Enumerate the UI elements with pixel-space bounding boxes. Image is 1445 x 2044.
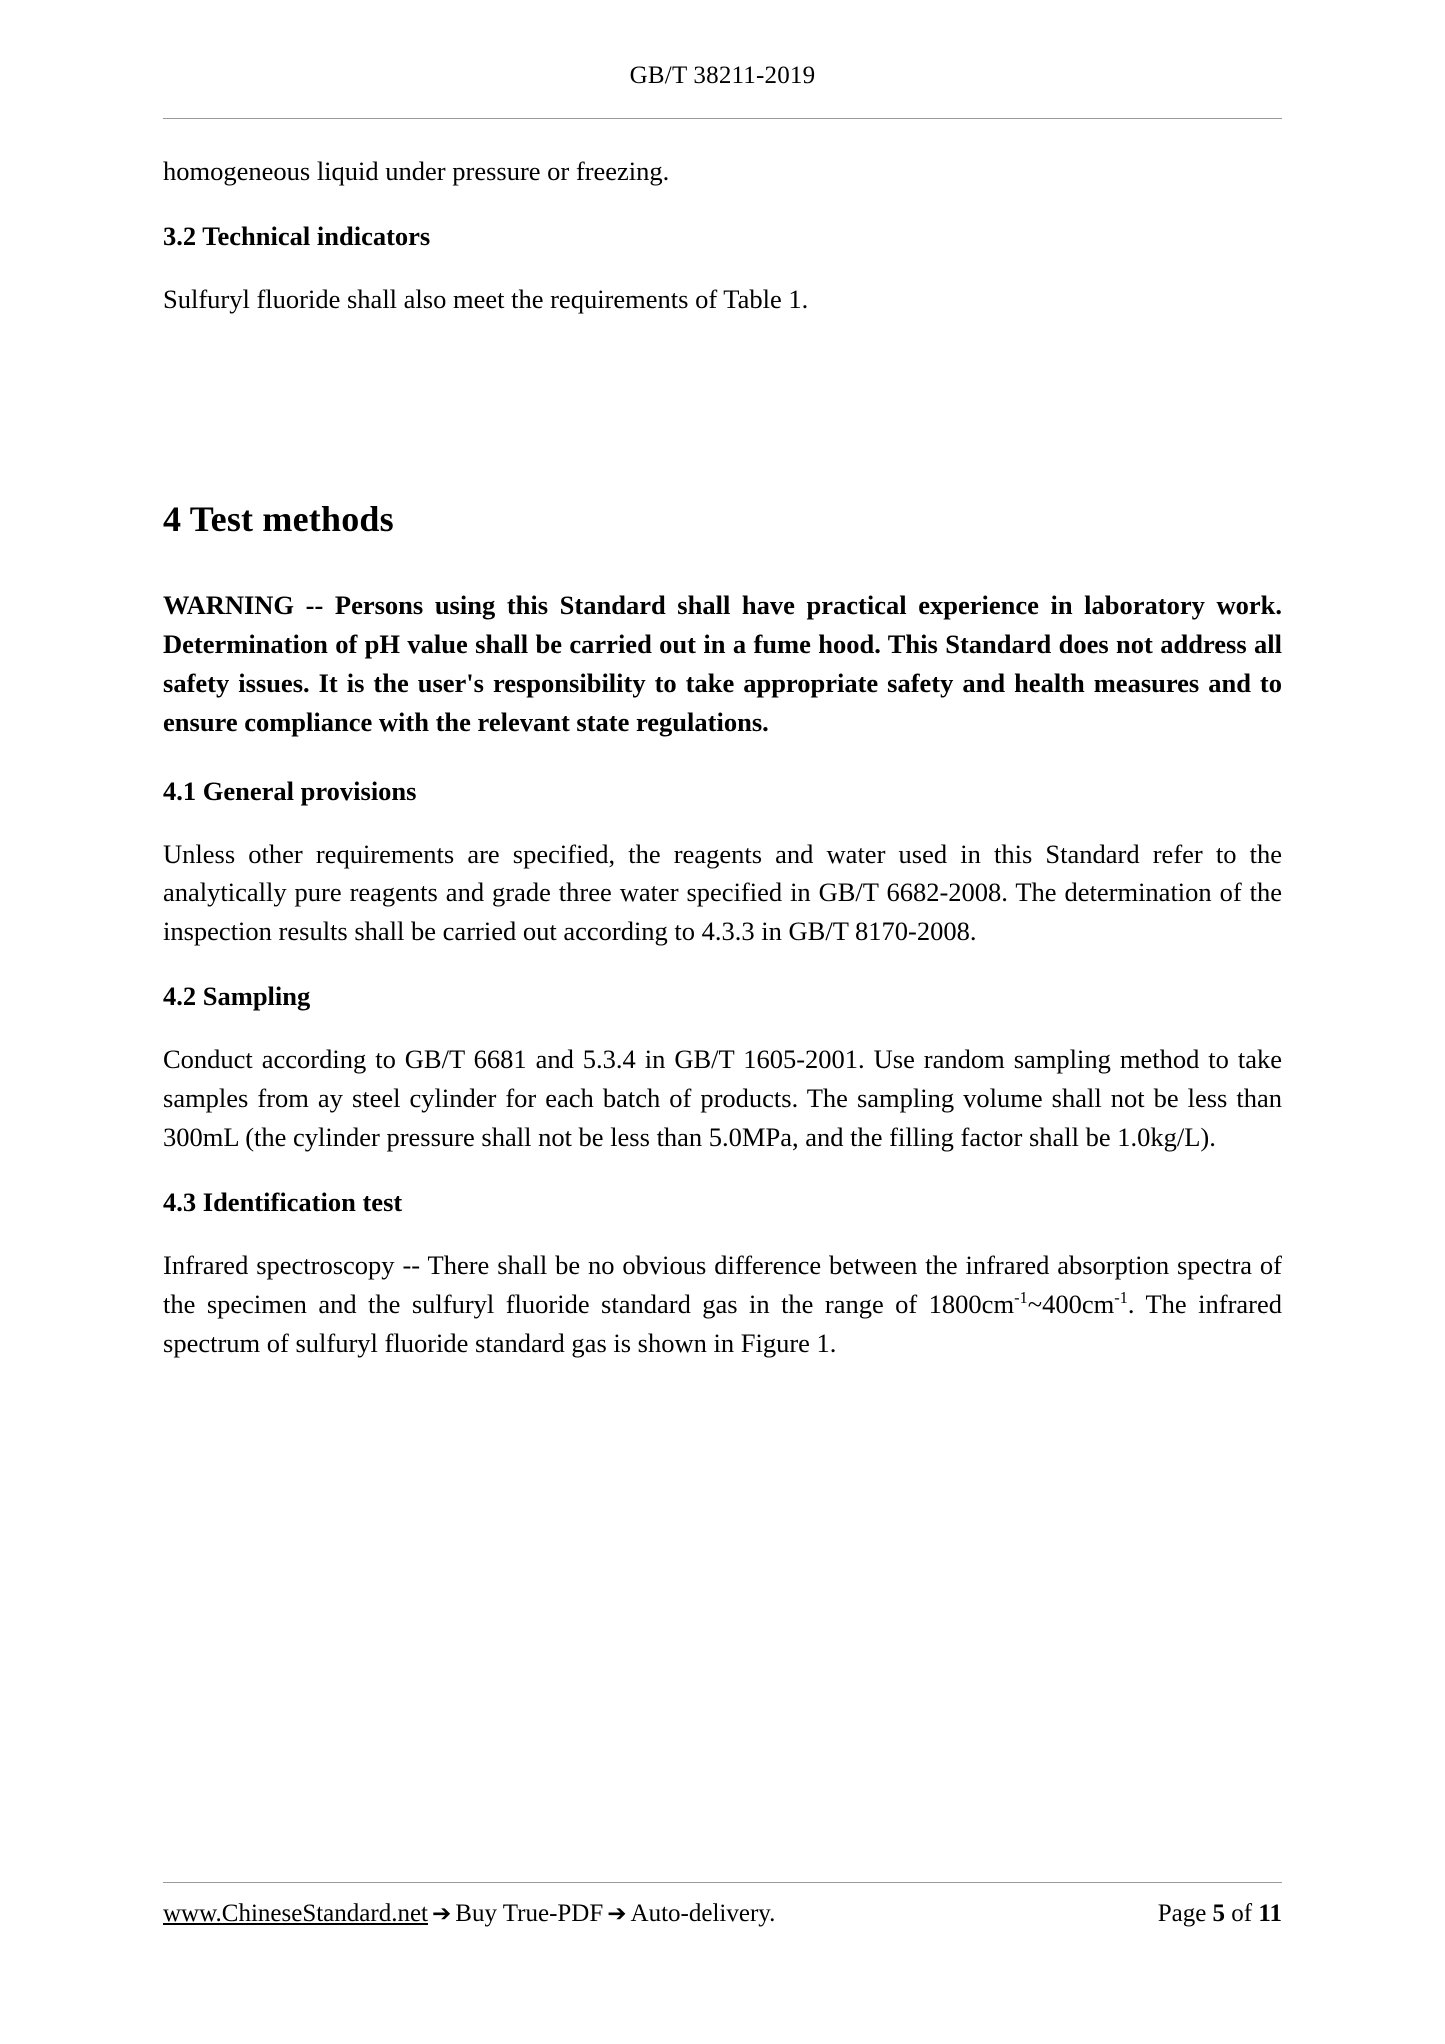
footer-promo [163, 1900, 775, 1928]
total-pages: 11 [1258, 1900, 1282, 1927]
heading-4-2: 4.2 Sampling [163, 981, 311, 1012]
arrow-right-icon: ➔ [432, 1901, 452, 1927]
page-number: 5 [1212, 1900, 1226, 1927]
warning-notice: WARNING -- Persons using this Standard shall have practical experience in laboratory work. Determination of pH value shall be carried out in a fume hood. This Standard does not address all safety issues. It is the user's responsibility to take appropriate safety and health measures and to ensure compliance with the relevant state regulations. [163, 589, 1282, 737]
paragraph-4-2: Conduct according to GB/T 6681 and 5.3.4 in GB/T 1605-2001. Use random sampling method to take samples from ay steel cylinder for each batch of products. The sampling volume shall not be less than 300mL (the cylinder pressure shall not be less than 5.0MPa, and the filling factor shall be 1.0kg/L). [163, 1044, 1282, 1153]
heading-3-2: 3.2 Technical indicators [163, 220, 431, 251]
paragraph-4-3-part3: . The infrared spectrum of sulfuryl fluoride standard gas is shown in Figure 1. [163, 1289, 1282, 1359]
document-body [163, 152, 1282, 1389]
of-label: of [1231, 1900, 1253, 1927]
paragraph-intro: homogeneous liquid under pressure or freezing. [163, 156, 670, 186]
heading-4-3: 4.3 Identification test [163, 1187, 403, 1218]
arrow-right-icon-2: ➔ [607, 1901, 627, 1927]
heading-4-1: 4.1 General provisions [163, 775, 417, 806]
paragraph-4-3-part2: ~400cm [1027, 1289, 1115, 1320]
page-label: Page [1157, 1900, 1207, 1927]
heading-4: 4 Test methods [163, 498, 394, 539]
website-link[interactable]: www.ChineseStandard.net [163, 1900, 428, 1927]
page-footer [163, 1900, 1282, 1928]
page-header: GB/T 38211-2019 [629, 62, 816, 89]
footer-divider [163, 1882, 1282, 1883]
table-placeholder-space [163, 345, 1282, 493]
page-indicator [1158, 1900, 1282, 1928]
paragraph-4-3-part1: Infrared spectroscopy -- There shall be no obvious difference between the infrared absorption spectra of the specimen and the sulfuryl fluoride standard gas in the range of 1800cm [163, 1250, 1282, 1320]
paragraph-3-2: Sulfuryl fluoride shall also meet the requirements of Table 1. [163, 283, 809, 314]
paragraph-4-3 [163, 1246, 1282, 1363]
superscript-exponent-1: -1 [1014, 1288, 1028, 1308]
buy-label[interactable]: Buy True-PDF [455, 1900, 604, 1927]
superscript-exponent-2: -1 [1114, 1288, 1128, 1308]
header-divider [163, 118, 1282, 119]
delivery-label: Auto-delivery. [630, 1900, 776, 1927]
paragraph-4-1: Unless other requirements are specified, the reagents and water used in this Standard refer to the analytically pure reagents and grade three water specified in GB/T 6682-2008. The determination of the inspection results shall be carried out according to 4.3.3 in GB/T 8170-2008. [163, 838, 1282, 947]
